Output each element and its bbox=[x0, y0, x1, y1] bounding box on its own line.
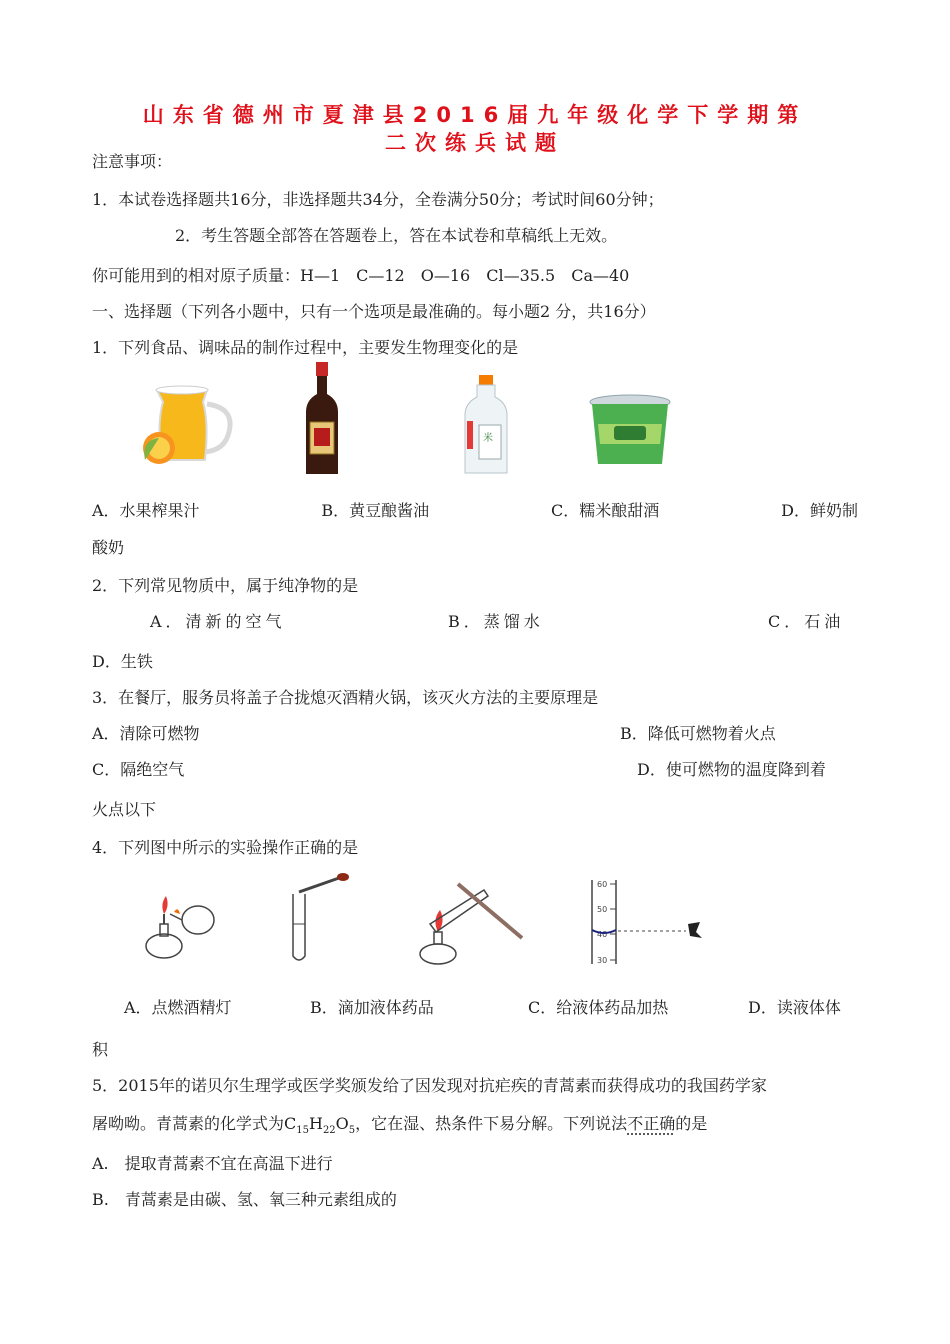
yogurt-cup-icon bbox=[588, 394, 672, 468]
atomic-masses: 你可能用到的相对原子质量：H—1 C—12 O—16 Cl—35.5 Ca—40 bbox=[92, 266, 630, 285]
cylinder-tick-50: 50 bbox=[597, 905, 608, 914]
q4-option-d: D．读液体体 bbox=[748, 998, 841, 1017]
q4-option-b: B．滴加液体药品 bbox=[310, 998, 434, 1017]
graduated-cylinder-icon bbox=[586, 874, 716, 968]
page-title-line2: 二次练兵试题 bbox=[385, 131, 565, 155]
emphasis-not-correct: 不正确 bbox=[627, 1114, 676, 1133]
rice-wine-bottle-icon bbox=[461, 373, 511, 477]
formula-sub-c: 15 bbox=[296, 1125, 309, 1137]
q5-text-end: 的是 bbox=[675, 1114, 708, 1133]
juice-pitcher-icon bbox=[137, 382, 239, 472]
q3-option-d-wrap: 火点以下 bbox=[92, 800, 157, 819]
q2-option-c: C．石油 bbox=[768, 612, 845, 631]
formula-sub-h: 22 bbox=[322, 1125, 336, 1137]
svg-text:米: 米 bbox=[483, 433, 493, 444]
cylinder-tick-40: 40 bbox=[597, 930, 608, 939]
notice-item-1: 1．本试卷选择题共16分，非选择题共34分，全卷满分50分；考试时间60分钟； bbox=[92, 190, 664, 209]
q4-option-c: C．给液体药品加热 bbox=[528, 998, 669, 1017]
q3-option-c: C．隔绝空气 bbox=[92, 760, 185, 779]
dropper-test-tube-icon bbox=[285, 872, 355, 966]
cylinder-tick-30: 30 bbox=[597, 956, 608, 965]
notice-item-2: 2．考生答题全部答在答题卷上，答在本试卷和草稿纸上无效。 bbox=[175, 226, 618, 245]
alcohol-lamp-lighting-icon bbox=[140, 884, 224, 964]
question-2-stem: 2．下列常见物质中，属于纯净物的是 bbox=[92, 576, 359, 595]
question-1-stem: 1．下列食品、调味品的制作过程中，主要发生物理变化的是 bbox=[92, 338, 519, 357]
q2-option-d: D．生铁 bbox=[92, 652, 153, 671]
question-3-stem: 3．在餐厅，服务员将盖子合拢熄灭酒精火锅，该灭火方法的主要原理是 bbox=[92, 688, 599, 707]
question-1-options bbox=[92, 498, 858, 521]
formula-o: O bbox=[335, 1114, 349, 1133]
q5-option-b: B. 青蒿素是由碳、氢、氧三种元素组成的 bbox=[92, 1190, 397, 1209]
notice-heading: 注意事项： bbox=[92, 152, 173, 171]
heating-liquid-icon bbox=[410, 880, 530, 968]
q1-option-a: A．水果榨果汁 bbox=[92, 501, 200, 520]
q3-option-d: D．使可燃物的温度降到着 bbox=[637, 760, 826, 779]
q4-option-d-wrap: 积 bbox=[92, 1040, 109, 1059]
q1-option-c: C．糯米酿甜酒 bbox=[551, 501, 660, 520]
q5-text-pre: 屠呦呦。青蒿素的化学式为C bbox=[92, 1114, 297, 1133]
q1-option-b: B．黄豆酿酱油 bbox=[321, 501, 430, 520]
section-heading: 一、选择题（下列各小题中，只有一个选项是最准确的。每小题2 分，共16分） bbox=[92, 302, 656, 321]
q5-option-a: A. 提取青蒿素不宜在高温下进行 bbox=[92, 1154, 333, 1173]
question-4-stem: 4．下列图中所示的实验操作正确的是 bbox=[92, 838, 359, 857]
q1-option-d-wrap: 酸奶 bbox=[92, 538, 125, 557]
q3-option-a: A．清除可燃物 bbox=[92, 724, 200, 743]
soy-sauce-bottle-icon bbox=[300, 360, 344, 478]
q2-option-b: B．蒸馏水 bbox=[448, 612, 544, 631]
cylinder-tick-60: 60 bbox=[597, 880, 608, 889]
formula-h: H bbox=[308, 1114, 323, 1133]
question-5-line1: 5．2015年的诺贝尔生理学或医学奖颁发给了因发现对抗疟疾的青蒿素而获得成功的我国药学家 bbox=[92, 1076, 767, 1095]
q1-option-d: D．鲜奶制 bbox=[781, 501, 858, 520]
q4-option-a: A．点燃酒精灯 bbox=[124, 998, 232, 1017]
formula-sub-o: 5 bbox=[348, 1125, 356, 1137]
question-5-line2 bbox=[92, 1114, 707, 1141]
q2-option-a: A．清新的空气 bbox=[150, 612, 286, 631]
q5-text-mid: ，它在湿、热条件下易分解。下列说法 bbox=[355, 1114, 628, 1133]
q3-option-b: B．降低可燃物着火点 bbox=[620, 724, 776, 743]
page-title: 山东省德州市夏津县2016届九年级化学下学期第 bbox=[142, 103, 808, 127]
